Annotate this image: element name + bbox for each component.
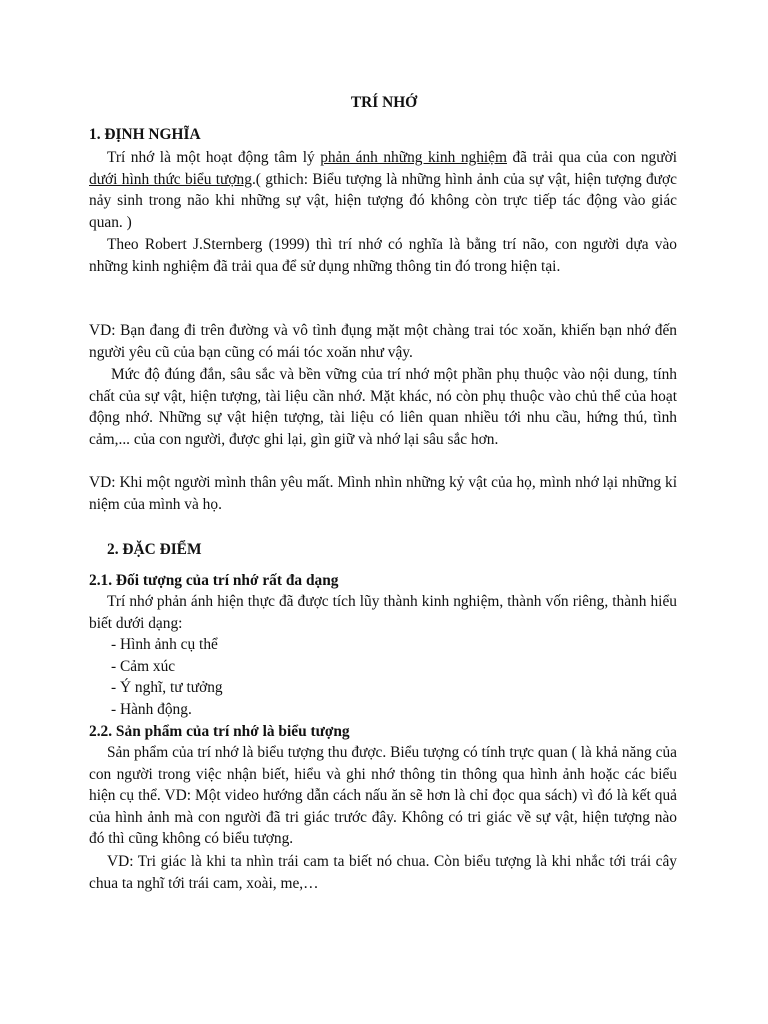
example-3-paragraph: VD: Tri giác là khi ta nhìn trái cam ta biết nó chua. Còn biểu tượng là khi nhắc tới trái cây chua ta nghĩ tới trái cam, xoài, me,…: [89, 853, 677, 892]
definition-text-b: đã trải qua của con người: [506, 149, 677, 166]
subsection-2-2-paragraph: Sản phẩm của trí nhớ là biểu tượng thu được. Biểu tượng có tính trực quan ( là khả năng của con người trong việc nhận biết, hiểu và ghi nhớ thông tin thông qua hình ảnh hoặc các biểu hiện cụ thể. VD: Một video hướng dẫn cách nấu ăn sẽ hơn là chỉ đọc qua sách) vì đó là kết quả của hình ảnh mà con người đã tri giác trước đây. Không có tri giác về sự vật, hiện tượng nào đó thì cũng không có biểu tượng.: [89, 744, 677, 848]
section-1-heading: 1. ĐỊNH NGHĨA: [89, 126, 201, 143]
list-item: - Hành động.: [111, 701, 192, 718]
example-1-paragraph: VD: Bạn đang đi trên đường và vô tình đụng mặt một chàng trai tóc xoăn, khiến bạn nhớ đến người yêu cũ của bạn cũng có mái tóc xoăn như vậy.: [89, 322, 677, 361]
definition-underline-1: phản ánh những kinh nghiệm: [320, 149, 507, 166]
list-item: - Ý nghĩ, tư tưởng: [111, 679, 223, 696]
document-title: TRÍ NHỚ: [350, 94, 418, 111]
section-2-heading: 2. ĐẶC ĐIỂM: [107, 541, 202, 558]
definition-paragraph: [89, 147, 677, 233]
sternberg-paragraph: Theo Robert J.Sternberg (1999) thì trí nhớ có nghĩa là bằng trí não, con người dựa vào những kinh nghiệm đã trải qua để sử dụng những thông tin đó trong hiện tại.: [89, 236, 677, 275]
subsection-2-2-heading: 2.2. Sản phẩm của trí nhớ là biểu tượng: [89, 723, 350, 740]
subsection-2-1-paragraph: Trí nhớ phản ánh hiện thực đã được tích lũy thành kinh nghiệm, thành vốn riêng, thành hiểu biết dưới dạng:: [89, 593, 677, 632]
list-item: - Hình ảnh cụ thể: [111, 636, 218, 653]
definition-text-a: Trí nhớ là một hoạt động tâm lý: [107, 149, 321, 166]
example-2-paragraph: VD: Khi một người mình thân yêu mất. Mình nhìn những kỷ vật của họ, mình nhớ lại những kỉ niệm của mình và họ.: [89, 474, 677, 513]
accuracy-paragraph: Mức độ đúng đắn, sâu sắc và bền vững của trí nhớ một phần phụ thuộc vào nội dung, tính chất của sự vật, hiện tượng, tài liệu cần nhớ. Mặt khác, nó còn phụ thuộc vào chủ thể của hoạt động nhớ. Những sự vật hiện tượng, tài liệu có liên quan nhiều tới nhu cầu, hứng thú, tình cảm,... của con người, được ghi lại, gìn giữ và nhớ lại sâu sắc hơn.: [89, 366, 677, 448]
definition-underline-2: dưới hình thức biểu tượng: [89, 170, 252, 188]
subsection-2-1-heading: 2.1. Đối tượng của trí nhớ rất đa dạng: [89, 572, 339, 589]
list-item: - Cảm xúc: [111, 658, 176, 675]
definition-text-c: .( gthich: Biểu tượng là những hình ảnh của sự vật, hiện tượng được nảy sinh trong não khi những sự vật, hiện tượng đó không còn trực tiếp tác động vào giác quan. ): [89, 170, 677, 231]
